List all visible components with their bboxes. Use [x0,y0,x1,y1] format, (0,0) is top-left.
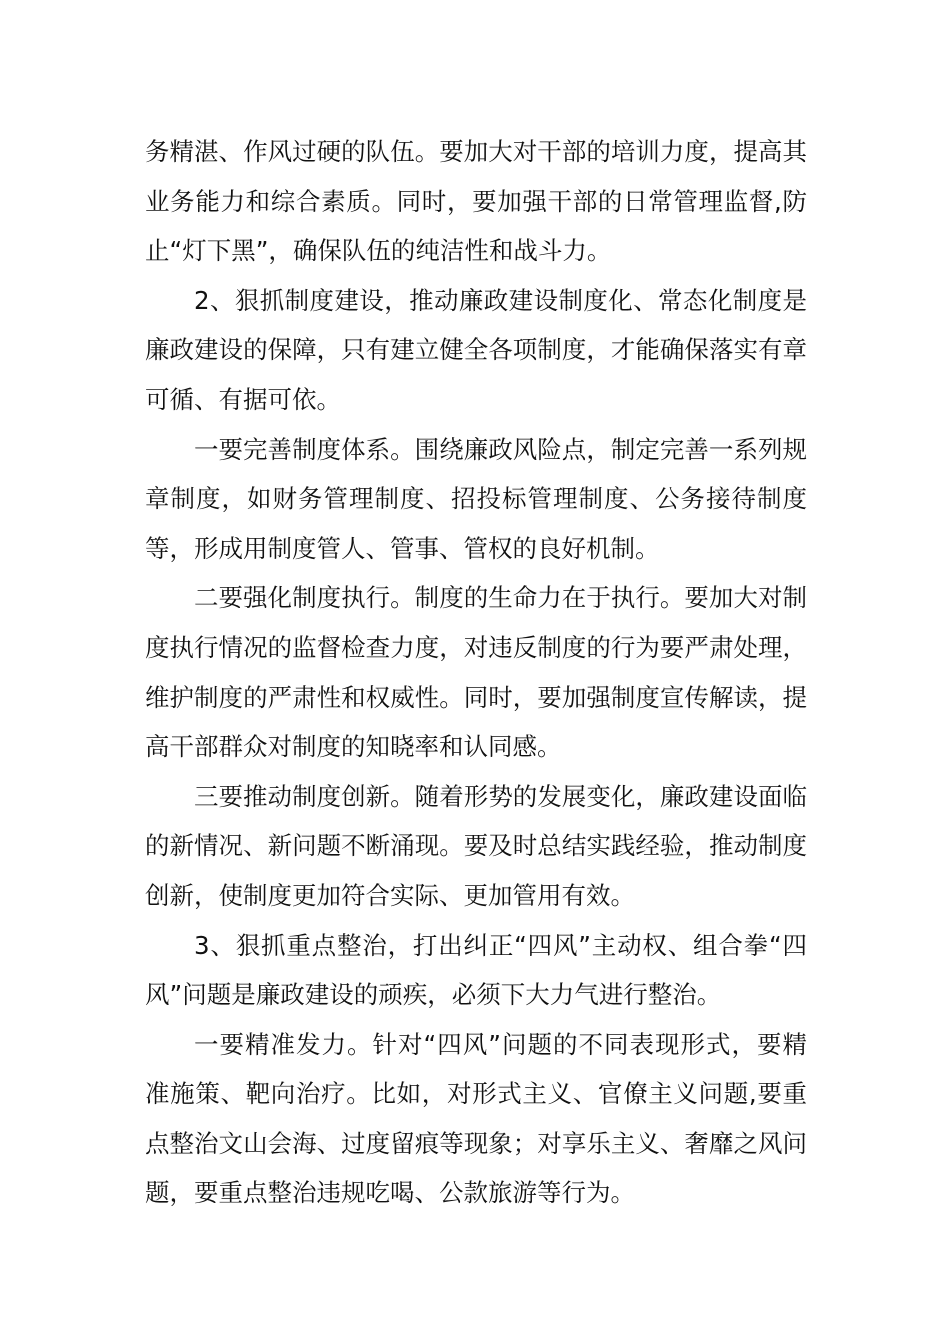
paragraph-section-3-heading: 3、狠抓重点整治，打出纠正“四风”主动权、组合拳“四风”问题是廉政建设的顽疾，必须下大力气进行整治。 [145,930,807,1010]
paragraph-strengthen-execution: 二要强化制度执行。制度的生命力在于执行。要加大对制度执行情况的监督检查力度，对违反制度的行为要严肃处理，维护制度的严肃性和权威性。同时，要加强制度宣传解读，提高干部群众对制度的知晓率和认同感。 [145,583,807,762]
paragraph-precise-effort: 一要精准发力。针对“四风”问题的不同表现形式，要精准施策、靶向治疗。比如，对形式主义、官僚主义问题,要重点整治文山会海、过度留痕等现象；对享乐主义、奢靡之风问题，要重点整治违规吃喝、公款旅游等行为。 [145,1029,807,1208]
document-body [145,127,807,1218]
paragraph-section-2-heading: 2、狠抓制度建设，推动廉政建设制度化、常态化制度是廉政建设的保障，只有建立健全各项制度，才能确保落实有章可循、有据可依。 [145,285,807,414]
paragraph-improve-system: 一要完善制度体系。围绕廉政风险点，制定完善一系列规章制度，如财务管理制度、招投标管理制度、公务接待制度等，形成用制度管人、管事、管权的良好机制。 [145,434,807,563]
paragraph-promote-innovation: 三要推动制度创新。随着形势的发展变化，廉政建设面临的新情况、新问题不断涌现。要及时总结实践经验，推动制度创新，使制度更加符合实际、更加管用有效。 [145,781,807,910]
paragraph-continuation: 务精湛、作风过硬的队伍。要加大对干部的培训力度，提高其业务能力和综合素质。同时，要加强干部的日常管理监督,防止“灯下黑”，确保队伍的纯洁性和战斗力。 [145,137,807,266]
